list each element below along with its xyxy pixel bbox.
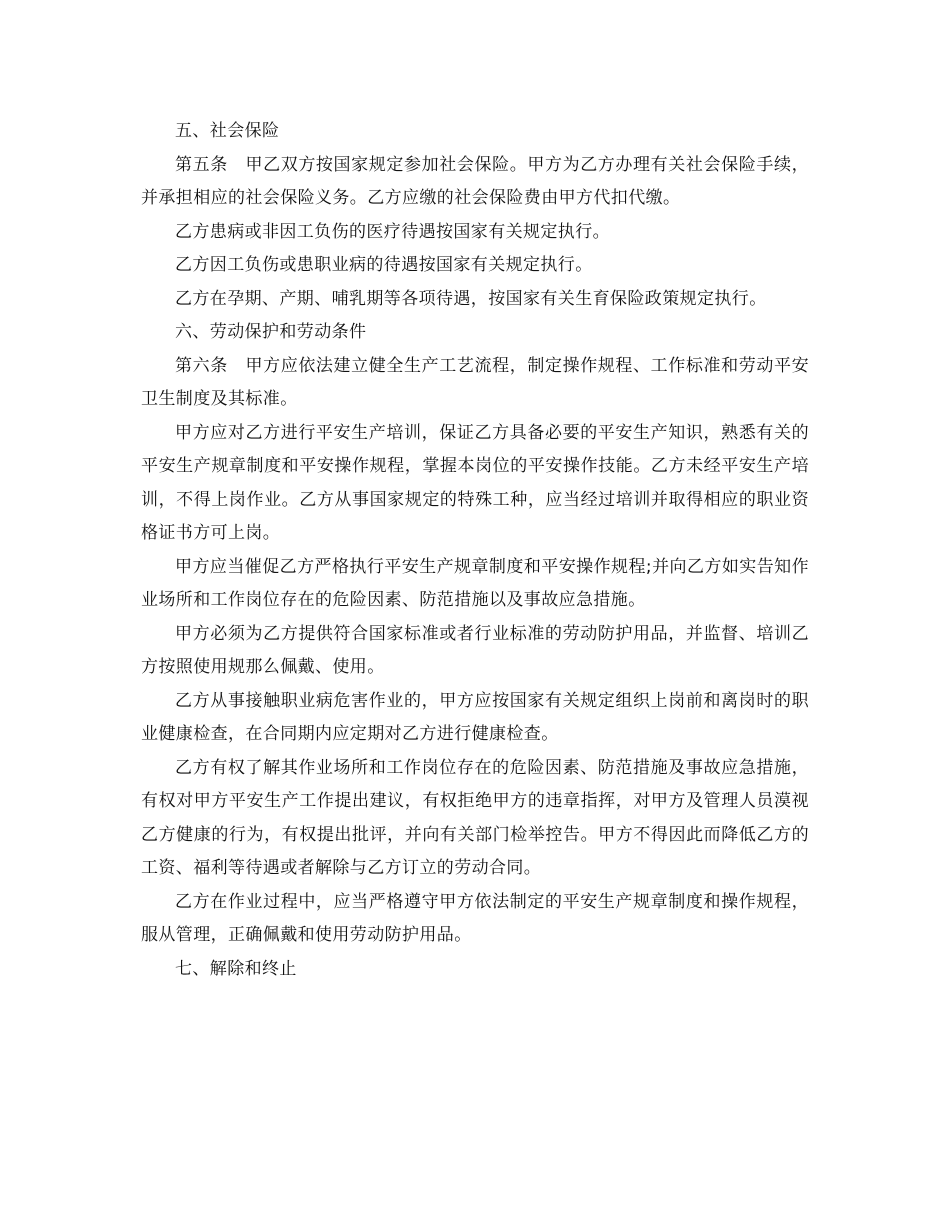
paragraph-sick-leave-medical: 乙方患病或非因工负伤的医疗待遇按国家有关规定执行。 bbox=[175, 221, 610, 242]
article-5-paragraph: 第五条 甲乙双方按国家规定参加社会保险。甲方为乙方办理有关社会保险手续，并承担相应的社会保险义务。乙方应缴的社会保险费由甲方代扣代缴。 bbox=[141, 154, 809, 208]
paragraph-maternity: 乙方在孕期、产期、哺乳期等各项待遇，按国家有关生育保险政策规定执行。 bbox=[175, 288, 767, 309]
paragraph-protective-equipment: 甲方必须为乙方提供符合国家标准或者行业标准的劳动防护用品，并监督、培训乙方按照使用规那么佩戴、使用。 bbox=[141, 623, 809, 677]
section-heading-labor-protection: 六、劳动保护和劳动条件 bbox=[175, 322, 367, 342]
section-heading-termination: 七、解除和终止 bbox=[175, 958, 297, 979]
paragraph-employee-obligations: 乙方在作业过程中，应当严格遵守甲方依法制定的平安生产规章制度和操作规程，服从管理，正确佩戴和使用劳动防护用品。 bbox=[141, 891, 809, 945]
section-heading-social-insurance: 五、社会保险 bbox=[175, 121, 280, 141]
paragraph-safety-training: 甲方应对乙方进行平安生产培训，保证乙方具备必要的平安生产知识，熟悉有关的平安生产规章制度和平安操作规程，掌握本岗位的平安操作技能。乙方未经平安生产培训，不得上岗作业。乙方从事国家规定的特殊工种，应当经过培训并取得相应的职业资格证书方可上岗。 bbox=[141, 422, 809, 543]
document-body bbox=[141, 115, 809, 986]
paragraph-work-injury: 乙方因工负伤或患职业病的待遇按国家有关规定执行。 bbox=[175, 255, 593, 275]
article-6-paragraph: 第六条 甲方应依法建立健全生产工艺流程，制定操作规程、工作标准和劳动平安卫生制度及其标准。 bbox=[141, 355, 809, 409]
paragraph-safety-supervision: 甲方应当催促乙方严格执行平安生产规章制度和平安操作规程;并向乙方如实告知作业场所和工作岗位存在的危险因素、防范措施以及事故应急措施。 bbox=[141, 556, 809, 610]
paragraph-occupational-health-check: 乙方从事接触职业病危害作业的，甲方应按国家有关规定组织上岗前和离岗时的职业健康检查，在合同期内应定期对乙方进行健康检查。 bbox=[141, 690, 809, 744]
paragraph-employee-rights: 乙方有权了解其作业场所和工作岗位存在的危险因素、防范措施及事故应急措施，有权对甲方平安生产工作提出建议，有权拒绝甲方的违章指挥，对甲方及管理人员漠视乙方健康的行为，有权提出批评，并向有关部门检举控告。甲方不得因此而降低乙方的工资、福利等待遇或者解除与乙方订立的劳动合同。 bbox=[141, 757, 809, 878]
